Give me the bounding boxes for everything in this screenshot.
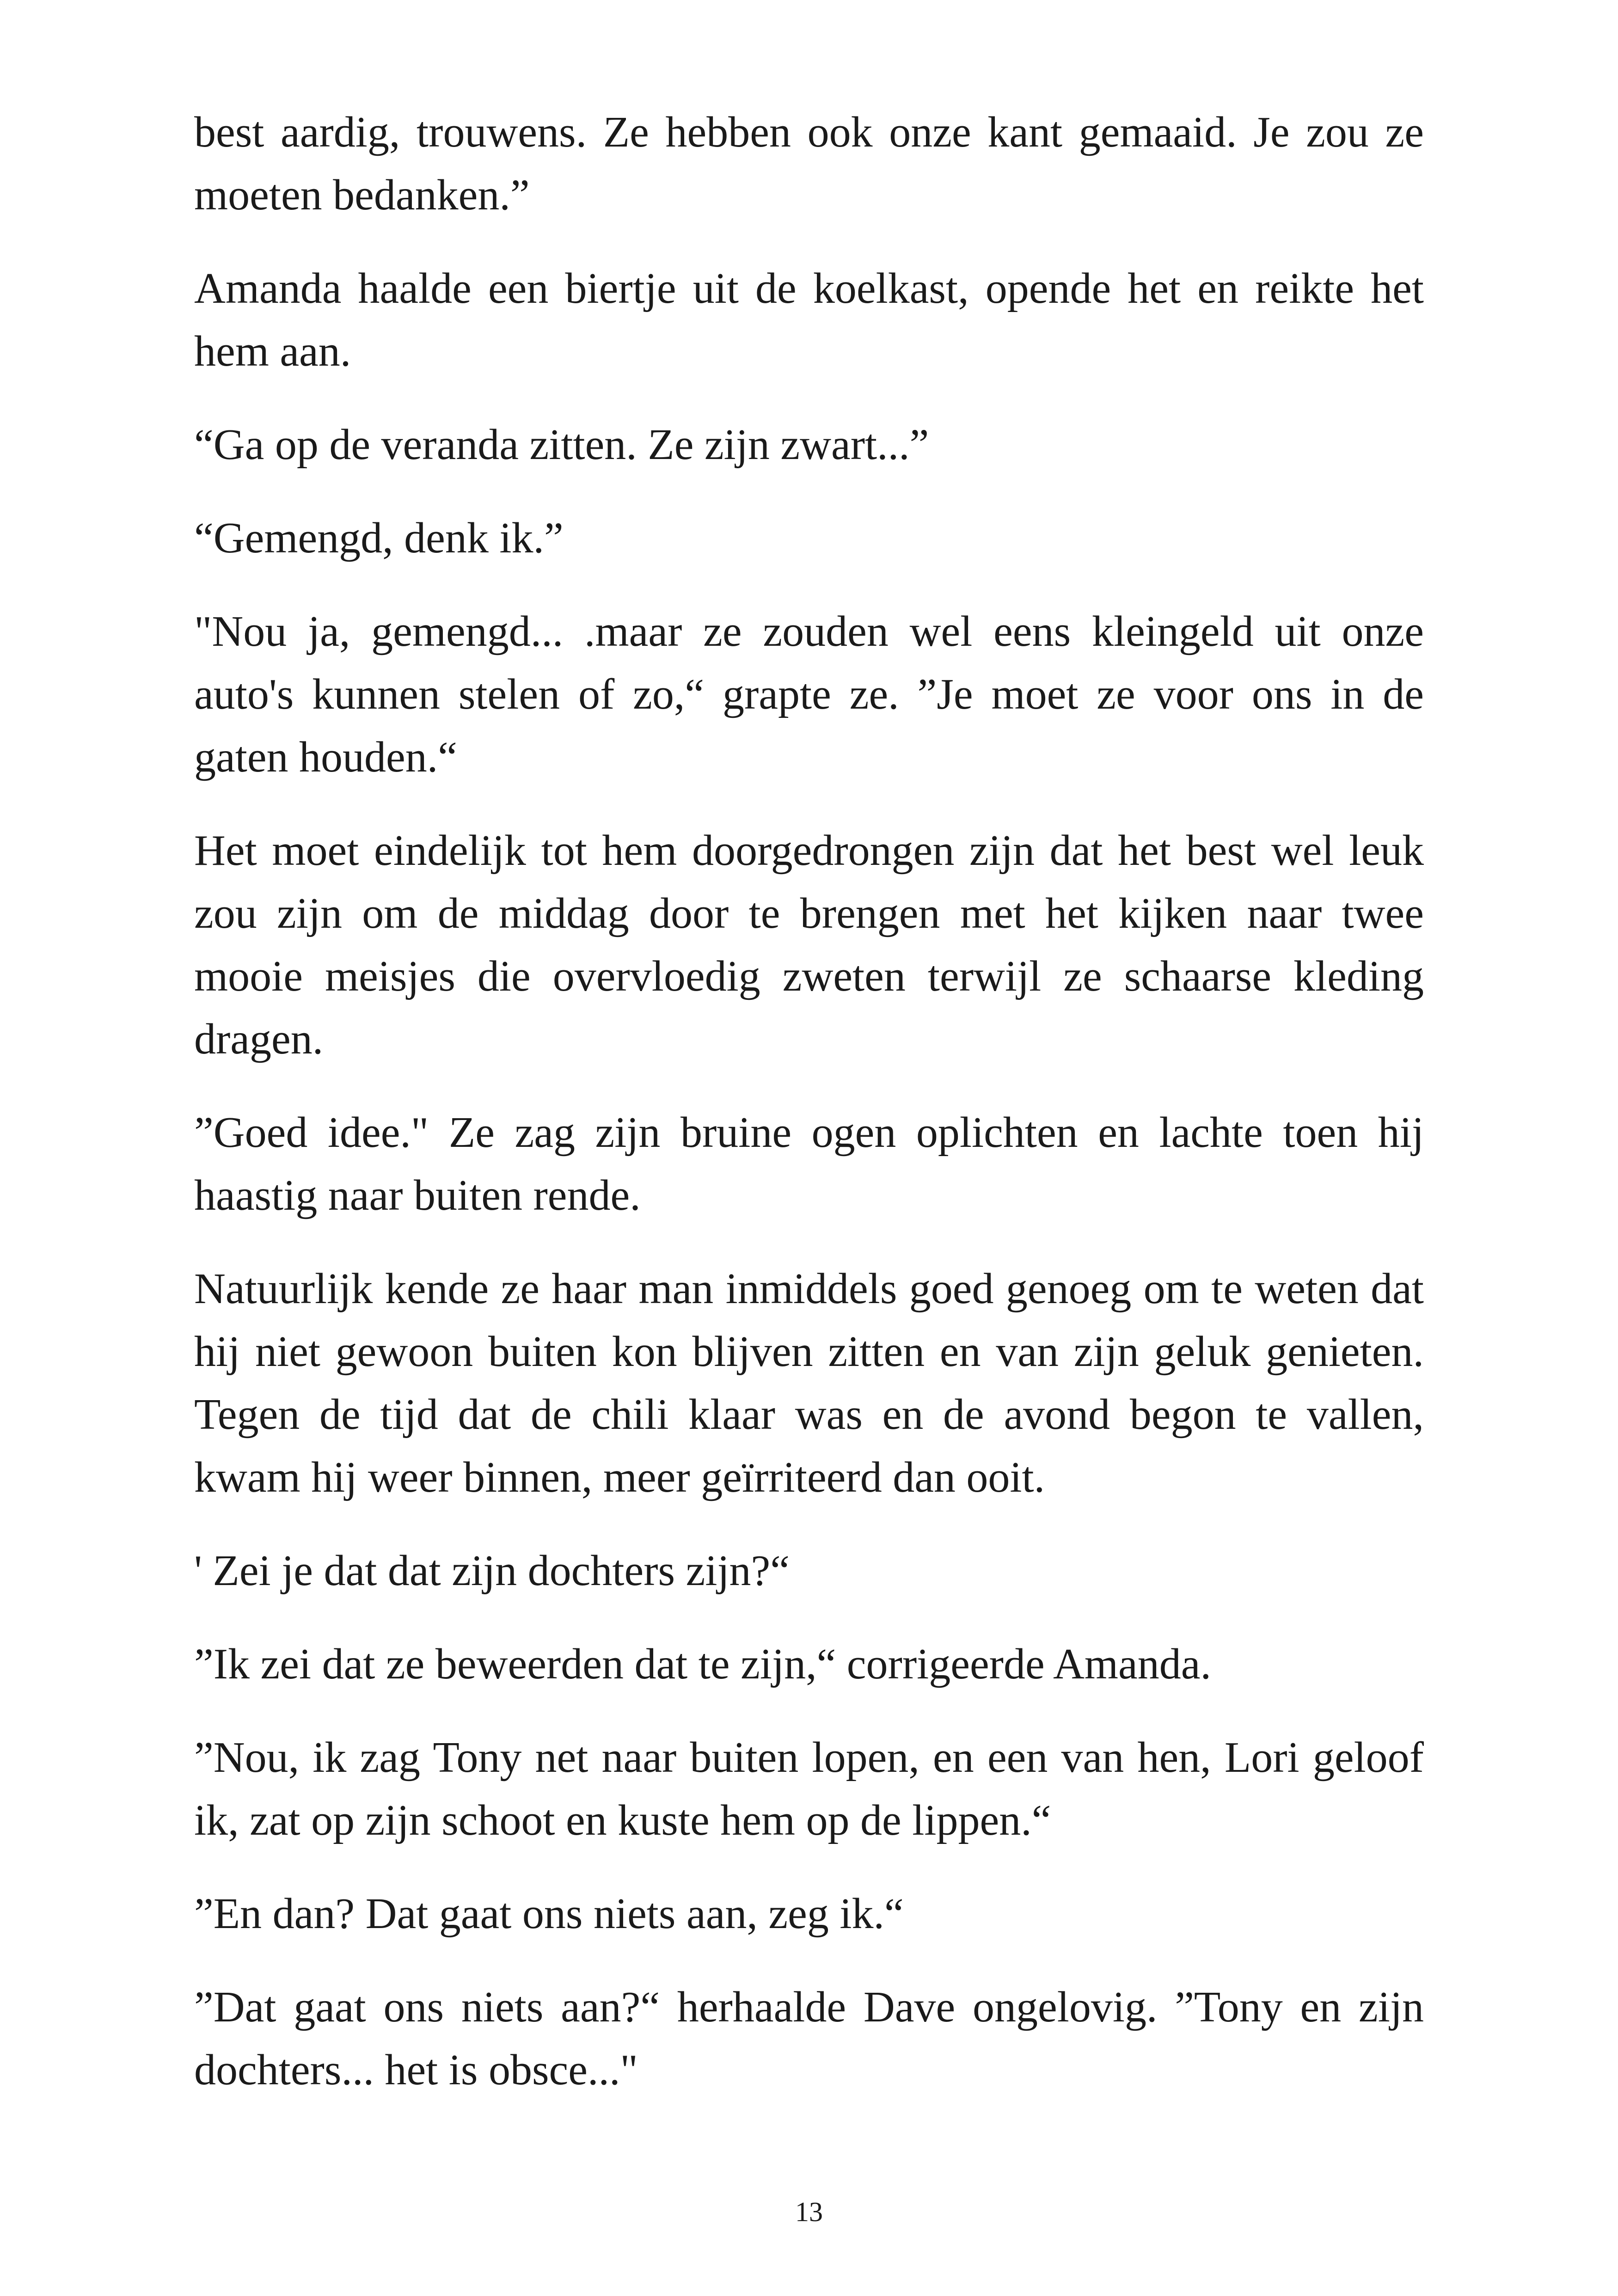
paragraph: ' Zei je dat dat zijn dochters zijn?“ bbox=[194, 1547, 790, 1595]
paragraph: "Nou ja, gemengd... .maar ze zouden wel eens kleingeld uit onze auto's kunnen stelen of zo,“ grapte ze. ”Je moet ze voor ons in de gaten houden.“ bbox=[194, 607, 1424, 781]
paragraph: ”Dat gaat ons niets aan?“ herhaalde Dave ongelovig. ”Tony en zijn dochters... het is obsce..." bbox=[194, 1983, 1424, 2094]
body-text bbox=[194, 101, 1424, 2132]
paragraph: Het moet eindelijk tot hem doorgedrongen zijn dat het best wel leuk zou zijn om de middag door te brengen met het kijken naar twee mooie meisjes die overvloedig zweten terwijl ze schaarse kleding dragen. bbox=[194, 827, 1424, 1063]
paragraph: Natuurlijk kende ze haar man inmiddels goed genoeg om te weten dat hij niet gewoon buiten kon blijven zitten en van zijn geluk genieten. Tegen de tijd dat de chili klaar was en de avond begon te vallen, kwam hij weer binnen, meer geïrriteerd dan ooit. bbox=[194, 1265, 1424, 1501]
paragraph: ”Nou, ik zag Tony net naar buiten lopen, en een van hen, Lori geloof ik, zat op zijn schoot en kuste hem op de lippen.“ bbox=[194, 1733, 1424, 1844]
paragraph: best aardig, trouwens. Ze hebben ook onze kant gemaaid. Je zou ze moeten bedanken.” bbox=[194, 108, 1424, 219]
page-number: 13 bbox=[795, 2197, 823, 2227]
paragraph: “Ga op de veranda zitten. Ze zijn zwart...” bbox=[194, 421, 929, 469]
paragraph: “Gemengd, denk ik.” bbox=[194, 514, 564, 562]
paragraph: ”En dan? Dat gaat ons niets aan, zeg ik.“ bbox=[194, 1890, 904, 1938]
paragraph: ”Ik zei dat ze beweerden dat te zijn,“ corrigeerde Amanda. bbox=[194, 1640, 1211, 1688]
paragraph: ”Goed idee." Ze zag zijn bruine ogen oplichten en lachte toen hij haastig naar buiten rende. bbox=[194, 1108, 1424, 1219]
paragraph: Amanda haalde een biertje uit de koelkast, opende het en reikte het hem aan. bbox=[194, 264, 1424, 375]
